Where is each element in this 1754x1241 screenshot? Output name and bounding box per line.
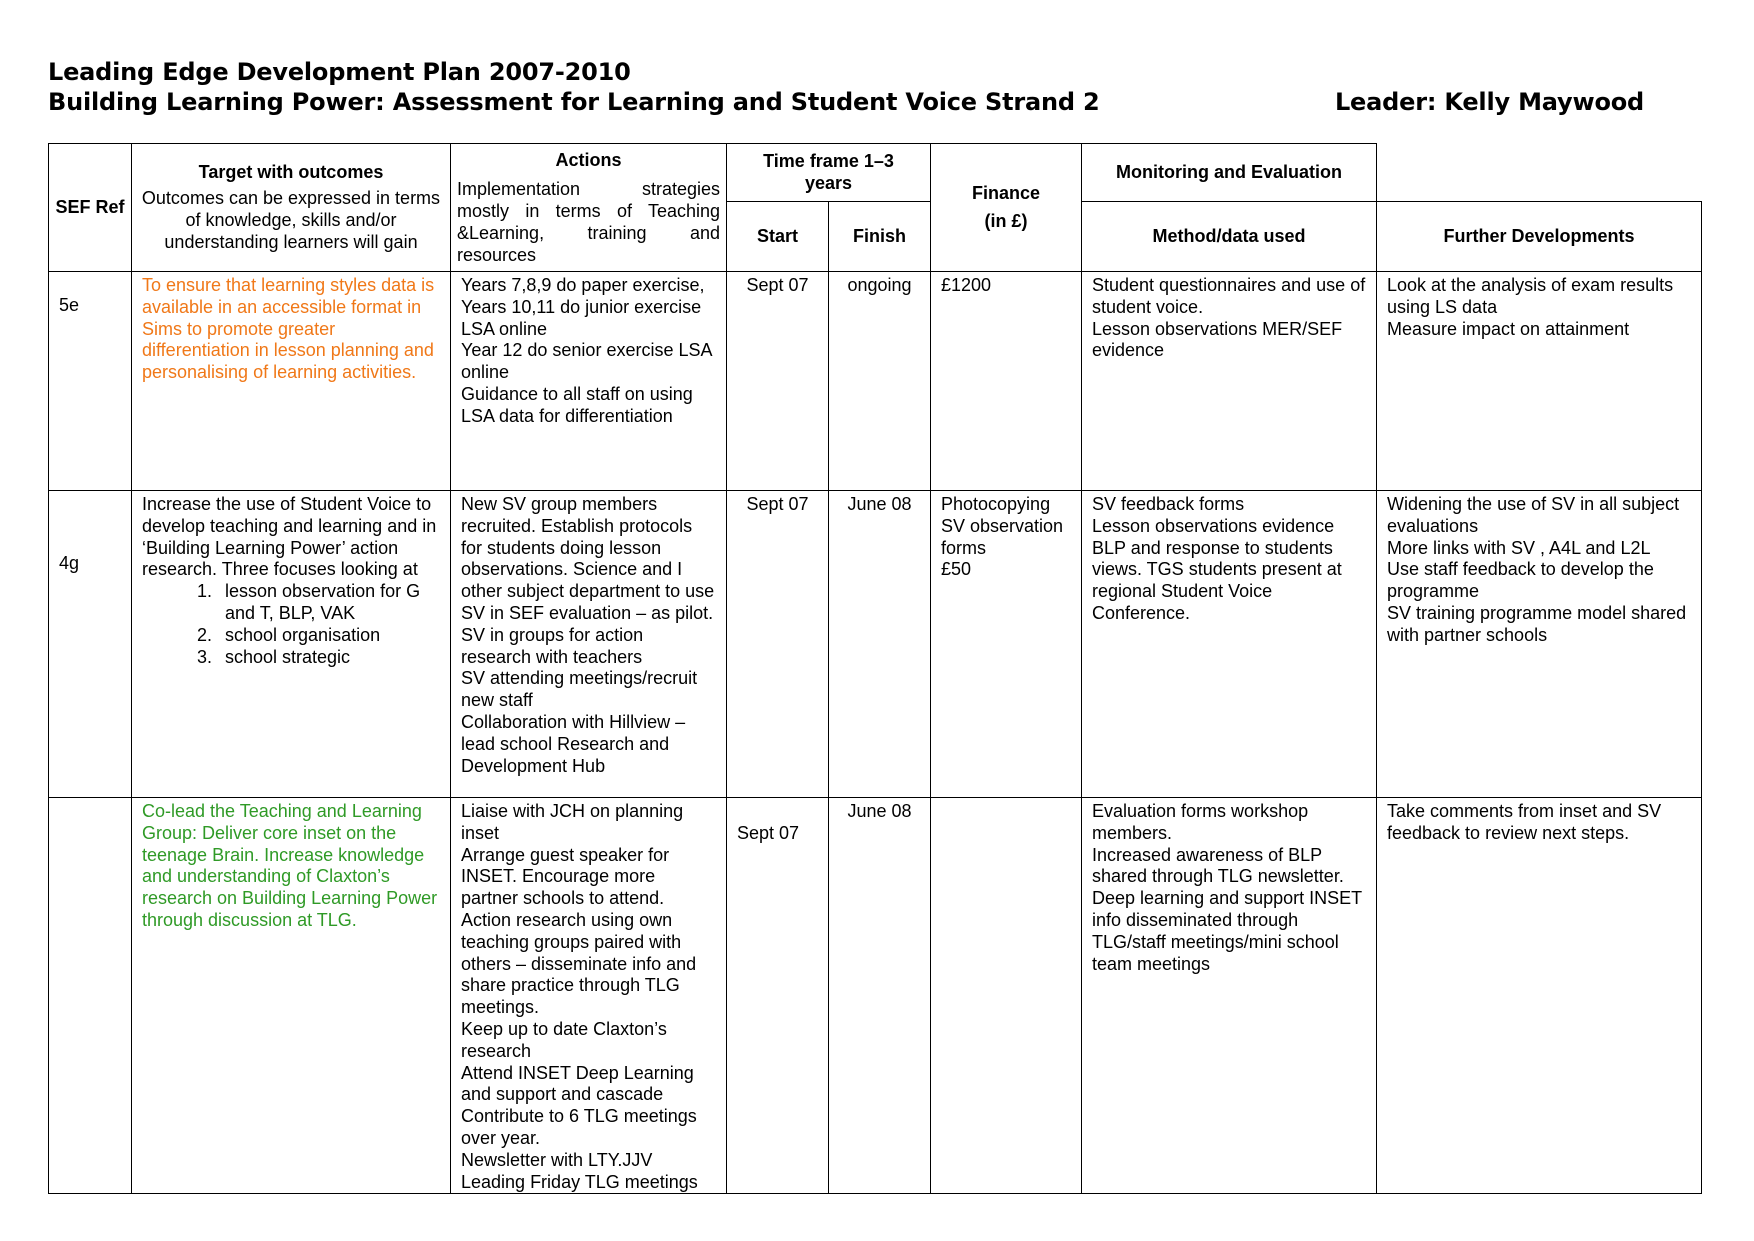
row-finance: Photocopying SV observation forms £50 <box>931 491 1082 798</box>
row-method: Student questionnaires and use of student voice. Lesson observations MER/SEF evidence <box>1082 272 1377 491</box>
row-further: Look at the analysis of exam results using LS data Measure impact on attainment <box>1377 272 1702 491</box>
row-method: Evaluation forms workshop members. Increased awareness of BLP shared through TLG newsletter. Deep learning and support INSET info disseminated through TLG/staff meetings/mini school team meetings <box>1082 798 1377 1194</box>
row-target: To ensure that learning styles data is available in an accessible format in Sims to promote greater differentiation in lesson planning and personalising of learning activities. <box>132 272 451 491</box>
header-actions-title: Actions <box>555 150 622 170</box>
development-plan-table <box>48 143 1702 1194</box>
header-row <box>49 144 1702 202</box>
header-target <box>132 144 451 272</box>
row-finish: June 08 <box>829 798 931 1194</box>
row-actions: New SV group members recruited. Establish protocols for students doing lesson observations. Science and I other subject department to use SV in SEF evaluation – as pilot. SV in groups for action research with teachers SV attending meetings/recruit new staff Collaboration with Hillview – lead school Research and Development Hub <box>451 491 727 798</box>
row-method: SV feedback forms Lesson observations evidence BLP and response to students views. TGS students present at regional Student Voice Conference. <box>1082 491 1377 798</box>
row-further: Widening the use of SV in all subject evaluations More links with SV , A4L and L2L Use staff feedback to develop the programme SV training programme model shared with partner schools <box>1377 491 1702 798</box>
row-start: Sept 07 <box>727 272 829 491</box>
header-finance: Finance (in £) <box>931 144 1082 272</box>
header-sef-ref: SEF Ref <box>49 144 132 272</box>
row-target: Co-lead the Teaching and Learning Group: Deliver core inset on the teenage Brain. Increase knowledge and understanding of Claxton’s research on Building Learning Power through discussion at TLG. <box>132 798 451 1194</box>
document-subtitle: Building Learning Power: Assessment for Learning and Student Voice Strand 2 <box>48 88 1100 116</box>
header-method: Method/data used <box>1082 202 1377 272</box>
list-item: 3. school strategic <box>217 647 440 669</box>
header-timeframe: Time frame 1–3 years <box>727 144 931 202</box>
row-sef-ref: 5e <box>49 272 132 491</box>
focus-list <box>142 581 440 668</box>
header-further: Further Developments <box>1377 202 1702 272</box>
table-row <box>49 798 1702 1194</box>
header-actions <box>451 144 727 272</box>
row-sef-ref: 4g <box>49 491 132 798</box>
row-finish: June 08 <box>829 491 931 798</box>
document-title: Leading Edge Development Plan 2007-2010 <box>48 58 631 86</box>
row-finance: £1200 <box>931 272 1082 491</box>
header-target-subtitle: Outcomes can be expressed in terms of knowledge, skills and/or understanding learners will gain <box>141 188 441 253</box>
row-further: Take comments from inset and SV feedback to review next steps. <box>1377 798 1702 1194</box>
header-monitoring: Monitoring and Evaluation <box>1082 144 1377 202</box>
row-sef-ref <box>49 798 132 1194</box>
header-actions-subtitle: Implementation strategies mostly in terms of Teaching &Learning, training and resources <box>457 178 720 265</box>
header-finish: Finish <box>829 202 931 272</box>
header-target-title: Target with outcomes <box>198 161 384 182</box>
row-finance <box>931 798 1082 1194</box>
row-actions: Years 7,8,9 do paper exercise, Years 10,11 do junior exercise LSA online Year 12 do senior exercise LSA online Guidance to all staff on using LSA data for differentiation <box>451 272 727 491</box>
header-blank <box>1377 144 1702 202</box>
header-start: Start <box>727 202 829 272</box>
list-item: 1. lesson observation for G and T, BLP, VAK <box>217 581 440 625</box>
list-item: 2. school organisation <box>217 625 440 647</box>
row-start: Sept 07 <box>727 798 829 1194</box>
row-finish: ongoing <box>829 272 931 491</box>
table-row <box>49 272 1702 491</box>
row-actions: Liaise with JCH on planning inset Arrange guest speaker for INSET. Encourage more partner schools to attend. Action research using own teaching groups paired with others – disseminate info and share practice through TLG meetings. Keep up to date Claxton’s research Attend INSET Deep Learning and support and cascade Contribute to 6 TLG meetings over year. Newsletter with LTY.JJV Leading Friday TLG meetings <box>451 798 727 1194</box>
row-target: Increase the use of Student Voice to develop teaching and learning and in ‘Building Learning Power’ action research. Three focuses looking at 1. lesson observation for G and T, BLP, VAK 2. school organisation 3. school strategic <box>132 491 451 798</box>
table-row <box>49 491 1702 798</box>
leader-name: Leader: Kelly Maywood <box>1334 88 1644 116</box>
row-start: Sept 07 <box>727 491 829 798</box>
